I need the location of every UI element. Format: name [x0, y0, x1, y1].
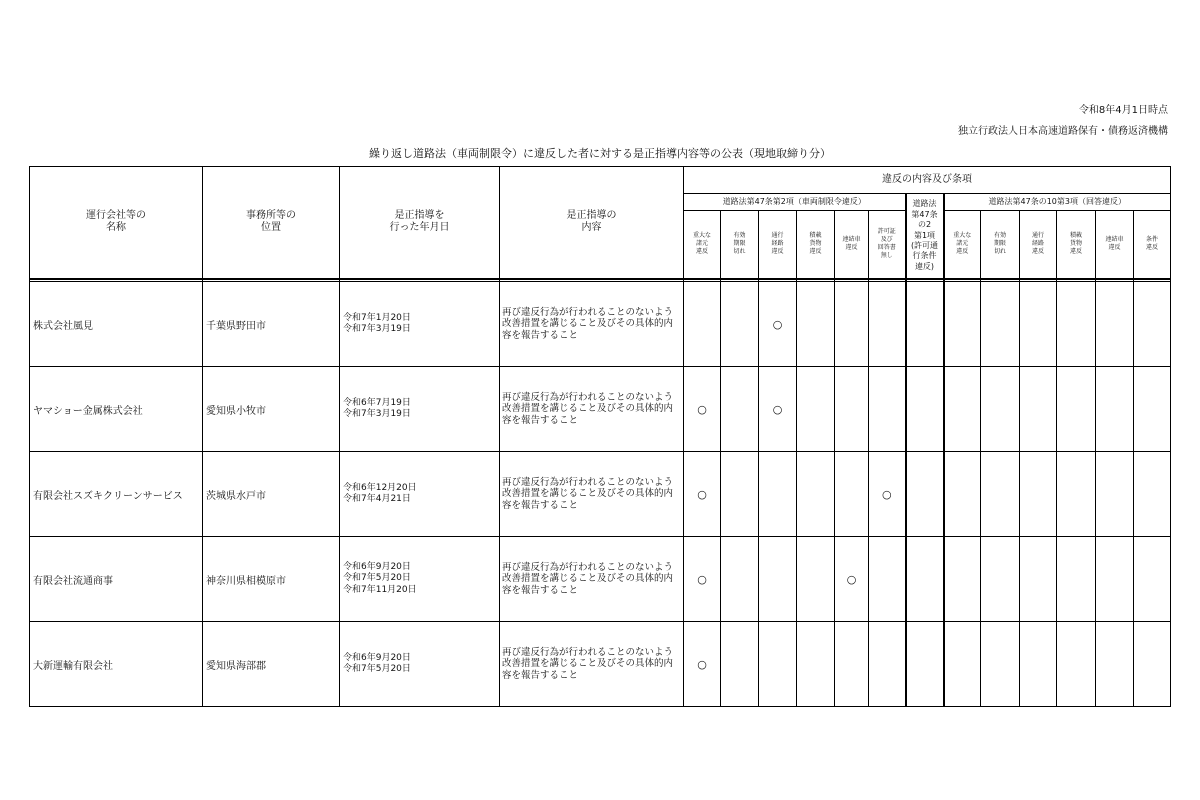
violation-mark-cell	[1057, 367, 1096, 452]
violation-mark-cell	[1020, 452, 1057, 537]
violation-mark-cell	[1096, 622, 1134, 707]
dates-cell: 令和6年7月19日 令和7年3月19日	[340, 367, 500, 452]
violation-mark-cell	[721, 537, 759, 622]
violation-mark-cell	[721, 622, 759, 707]
violation-mark-cell	[721, 282, 759, 367]
office-cell: 愛知県海部郡	[203, 622, 340, 707]
company-cell: 大新運輸有限会社	[30, 622, 203, 707]
violation-mark-cell	[759, 452, 797, 537]
violation-mark-cell: ○	[869, 452, 906, 537]
violation-mark-cell	[944, 537, 981, 622]
dates-cell: 令和6年9月20日 令和7年5月20日 令和7年11月20日	[340, 537, 500, 622]
violation-mark-cell	[981, 367, 1020, 452]
company-cell: 株式会社風見	[30, 282, 203, 367]
violation-mark-cell	[835, 622, 869, 707]
header-g1-item-0: 重大な 諸元 違反	[684, 211, 721, 279]
dates-cell: 令和6年12月20日 令和7年4月21日	[340, 452, 500, 537]
table-row	[30, 452, 1171, 537]
violation-mark-cell	[797, 282, 835, 367]
header-g1-item-1: 有効 期限 切れ	[721, 211, 759, 279]
violation-mark-cell	[869, 622, 906, 707]
violation-mark-cell	[835, 367, 869, 452]
guidance-table	[29, 166, 1171, 707]
header-g3-item-1: 有効 期限 切れ	[981, 211, 1020, 279]
violation-mark-cell	[1057, 537, 1096, 622]
violation-mark-cell	[1020, 367, 1057, 452]
header-dates: 是正指導を 行った年月日	[340, 167, 500, 279]
violation-mark-cell	[944, 367, 981, 452]
violation-mark-cell	[759, 622, 797, 707]
violation-mark-cell	[981, 622, 1020, 707]
header-g3-item-2: 通行 経路 違反	[1020, 211, 1057, 279]
header-content: 是正指導の 内容	[500, 167, 684, 279]
violation-mark-cell	[835, 282, 869, 367]
violation-mark-cell	[981, 537, 1020, 622]
header-group-47-10-3: 道路法第47条の10第3項（回答違反）	[944, 194, 1171, 211]
header-g3-item-0: 重大な 諸元 違反	[944, 211, 981, 279]
violation-mark-cell	[1134, 622, 1171, 707]
violation-mark-cell: ○	[684, 452, 721, 537]
content-cell: 再び違反行為が行われることのないよう改善措置を講じること及びその具体的内容を報告すること	[500, 367, 684, 452]
violation-mark-cell	[1020, 282, 1057, 367]
as-of-date: 令和8年4月1日時点	[1078, 105, 1168, 116]
content-cell: 再び違反行為が行われることのないよう改善措置を講じること及びその具体的内容を報告すること	[500, 452, 684, 537]
violation-mark-cell	[906, 367, 944, 452]
header-g1-item-5: 許可証 及び 回答書 無し	[869, 211, 906, 279]
dates-cell: 令和6年9月20日 令和7年5月20日	[340, 622, 500, 707]
violation-mark-cell	[1020, 537, 1057, 622]
table-row	[30, 282, 1171, 367]
table-row	[30, 622, 1171, 707]
violation-mark-cell	[906, 537, 944, 622]
violation-mark-cell: ○	[684, 622, 721, 707]
violation-mark-cell	[721, 367, 759, 452]
header-group-47-2-1: 道路法 第47条 の2 第1項 (許可通 行条件 違反)	[906, 194, 944, 279]
header-g1-item-3: 積載 貨物 違反	[797, 211, 835, 279]
content-cell: 再び違反行為が行われることのないよう改善措置を講じること及びその具体的内容を報告すること	[500, 622, 684, 707]
header-g3-item-3: 積載 貨物 違反	[1057, 211, 1096, 279]
violation-mark-cell	[1134, 367, 1171, 452]
violation-mark-cell	[906, 452, 944, 537]
company-cell: 有限会社流通商事	[30, 537, 203, 622]
violation-mark-cell	[869, 282, 906, 367]
header-office: 事務所等の 位置	[203, 167, 340, 279]
office-cell: 神奈川県相模原市	[203, 537, 340, 622]
office-cell: 愛知県小牧市	[203, 367, 340, 452]
violation-mark-cell	[1096, 282, 1134, 367]
header-g3-item-4: 連結車 違反	[1096, 211, 1134, 279]
document-title: 繰り返し道路法（車両制限令）に違反した者に対する是正指導内容等の公表（現地取締り分）	[369, 147, 831, 160]
violation-mark-cell	[1057, 452, 1096, 537]
violation-mark-cell	[1096, 452, 1134, 537]
violation-mark-cell	[1057, 282, 1096, 367]
violation-mark-cell: ○	[759, 367, 797, 452]
violation-mark-cell	[1134, 537, 1171, 622]
violation-mark-cell	[944, 282, 981, 367]
violation-mark-cell	[944, 452, 981, 537]
table-row	[30, 537, 1171, 622]
violation-mark-cell	[944, 622, 981, 707]
content-cell: 再び違反行為が行われることのないよう改善措置を講じること及びその具体的内容を報告すること	[500, 537, 684, 622]
header-violation-group: 違反の内容及び条項	[684, 167, 1171, 194]
violation-mark-cell	[1020, 622, 1057, 707]
violation-mark-cell	[797, 367, 835, 452]
organization-name: 独立行政法人日本高速道路保有・債務返済機構	[958, 126, 1168, 137]
violation-mark-cell	[1096, 537, 1134, 622]
violation-mark-cell	[906, 282, 944, 367]
violation-mark-cell	[797, 537, 835, 622]
violation-mark-cell	[1096, 367, 1134, 452]
violation-mark-cell: ○	[835, 537, 869, 622]
header-g3-item-5: 条件 違反	[1134, 211, 1171, 279]
violation-mark-cell	[869, 367, 906, 452]
violation-mark-cell	[906, 622, 944, 707]
company-cell: 有限会社スズキクリーンサービス	[30, 452, 203, 537]
header-g1-item-4: 連結車 違反	[835, 211, 869, 279]
office-cell: 茨城県水戸市	[203, 452, 340, 537]
dates-cell: 令和7年1月20日 令和7年3月19日	[340, 282, 500, 367]
violation-mark-cell	[1134, 452, 1171, 537]
violation-mark-cell: ○	[759, 282, 797, 367]
violation-mark-cell	[835, 452, 869, 537]
violation-mark-cell	[759, 537, 797, 622]
violation-mark-cell	[1134, 282, 1171, 367]
violation-mark-cell	[869, 537, 906, 622]
violation-mark-cell: ○	[684, 537, 721, 622]
violation-mark-cell	[1057, 622, 1096, 707]
header-group-47-2: 道路法第47条第2項（車両制限令違反）	[684, 194, 906, 211]
violation-mark-cell	[981, 282, 1020, 367]
company-cell: ヤマショー金属株式会社	[30, 367, 203, 452]
violation-mark-cell	[981, 452, 1020, 537]
header-g1-item-2: 通行 経路 違反	[759, 211, 797, 279]
violation-mark-cell: ○	[684, 367, 721, 452]
header-company: 運行会社等の 名称	[30, 167, 203, 279]
violation-mark-cell	[721, 452, 759, 537]
violation-mark-cell	[797, 622, 835, 707]
violation-mark-cell	[797, 452, 835, 537]
violation-mark-cell	[684, 282, 721, 367]
table-row	[30, 367, 1171, 452]
office-cell: 千葉県野田市	[203, 282, 340, 367]
content-cell: 再び違反行為が行われることのないよう改善措置を講じること及びその具体的内容を報告すること	[500, 282, 684, 367]
